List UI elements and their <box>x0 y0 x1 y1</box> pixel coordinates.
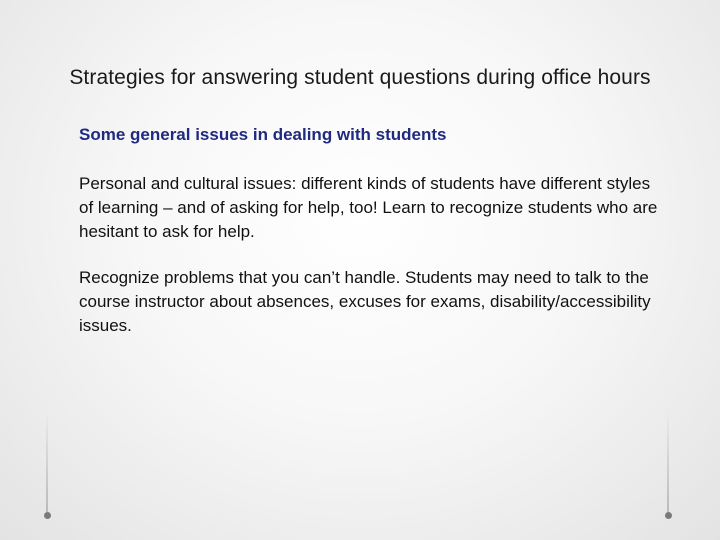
decorative-dot-right <box>665 512 672 519</box>
paragraph-personal-cultural: Personal and cultural issues: different kinds of students have different styles of learning – and of asking for help, too! Learn to recognize students who are hesitant to ask for help. <box>79 174 658 241</box>
slide-title: Strategies for answering student questions during office hours <box>69 66 651 89</box>
slide-content <box>79 124 659 360</box>
decorative-line-left <box>46 410 48 512</box>
decorative-line-right <box>667 410 669 512</box>
paragraph-recognize-problems: Recognize problems that you can’t handle. Students may need to talk to the course instructor about absences, excuses for exams, disability/accessibility issues. <box>79 268 651 335</box>
slide-subheading: Some general issues in dealing with students <box>79 125 447 144</box>
decorative-dot-left <box>44 512 51 519</box>
